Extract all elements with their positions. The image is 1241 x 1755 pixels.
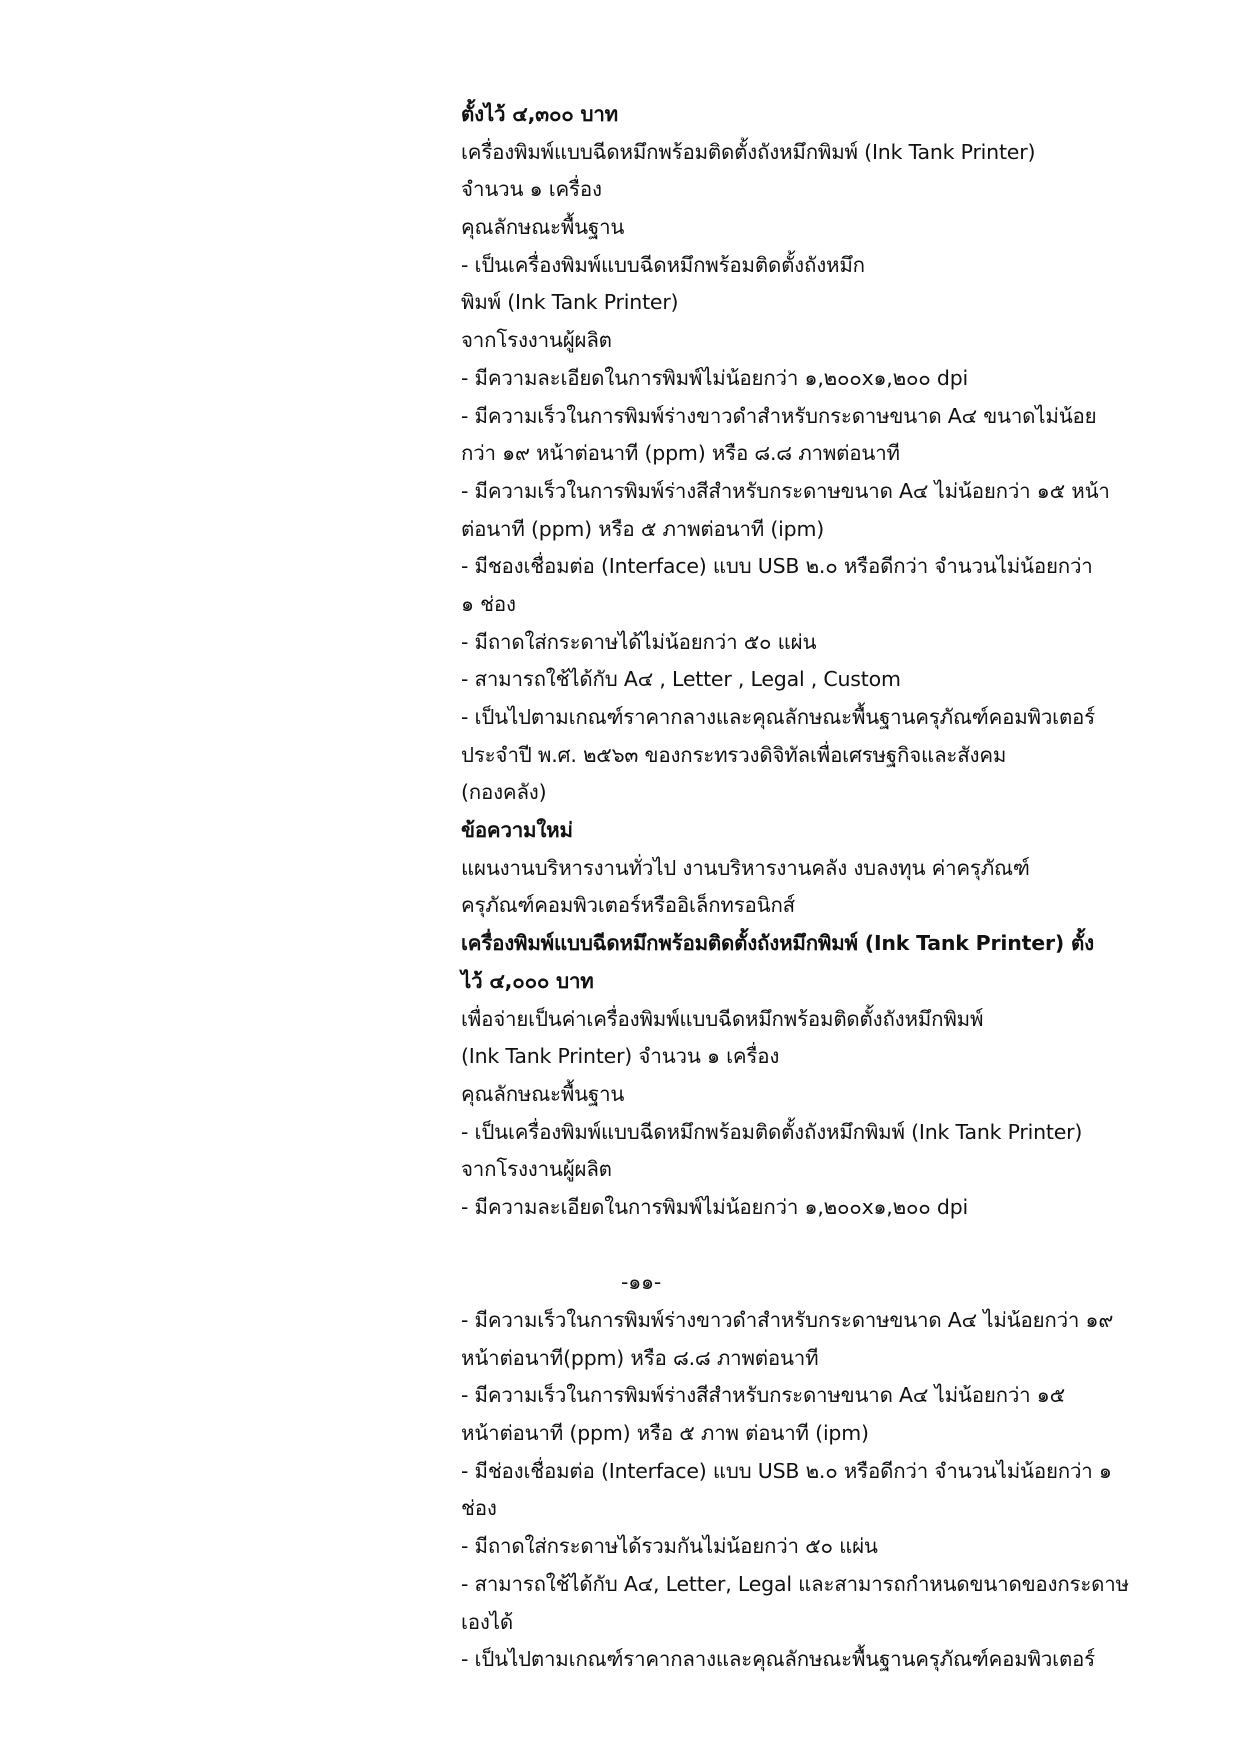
text-line: - มีชองเชื่อมต่อ (Interface) แบบ USB ๒.๐ หรือดีกว่า จำนวนไม่น้อยกว่า bbox=[461, 554, 1093, 579]
text-line: (กองคลัง) bbox=[461, 780, 547, 805]
text-line: คุณลักษณะพื้นฐาน bbox=[461, 215, 625, 240]
text-line: เองได้ bbox=[461, 1609, 513, 1634]
text-line: - เป็นเครื่องพิมพ์แบบฉีดหมึกพร้อมติดตั้งถังหมึก bbox=[461, 252, 865, 277]
text-line: จากโรงงานผู้ผลิต bbox=[461, 328, 612, 353]
text-line: - สามารถใช้ได้กับ A๔, Letter, Legal และสามารถกำหนดขนาดของกระดาษ bbox=[461, 1571, 1129, 1596]
text-line: ต่อนาที (ppm) หรือ ๕ ภาพต่อนาที (ipm) bbox=[461, 516, 825, 541]
text-line: - มีความเร็วในการพิมพ์ร่างสีสำหรับกระดาษขนาด A๔ ไม่น้อยกว่า ๑๕ หน้า bbox=[461, 478, 1110, 503]
text-line: - มีความเร็วในการพิมพ์ร่างขาวดำสำหรับกระดาษขนาด A๔ ขนาดไม่น้อย bbox=[461, 403, 1097, 428]
text-line: ช่อง bbox=[461, 1496, 497, 1521]
text-line: เพื่อจ่ายเป็นค่าเครื่องพิมพ์แบบฉีดหมึกพร้อมติดตั้งถังหมึกพิมพ์ bbox=[461, 1006, 984, 1031]
page-number: -๑๑- bbox=[621, 1270, 662, 1295]
text-line: จำนวน ๑ เครื่อง bbox=[461, 177, 602, 202]
blank-gap bbox=[461, 1227, 1151, 1265]
heading-line: ตั้งไว้ ๔,๓๐๐ บาท bbox=[461, 102, 618, 126]
text-line: - เป็นไปตามเกณฑ์ราคากลางและคุณลักษณะพื้นฐานครุภัณฑ์คอมพิวเตอร์ bbox=[461, 1647, 1095, 1672]
heading-line: ไว้ ๔,๐๐๐ บาท bbox=[461, 968, 594, 993]
text-line: - เป็นไปตามเกณฑ์ราคากลางและคุณลักษณะพื้นฐานครุภัณฑ์คอมพิวเตอร์ bbox=[461, 705, 1095, 729]
text-line: พิมพ์ (Ink Tank Printer) bbox=[461, 290, 679, 315]
text-line: กว่า ๑๙ หน้าต่อนาที (ppm) หรือ ๘.๘ ภาพต่อนาที bbox=[461, 441, 900, 466]
text-line: ประจำปี พ.ศ. ๒๕๖๓ ของกระทรวงดิจิทัลเพื่อเศรษฐกิจและสังคม bbox=[461, 742, 1007, 767]
text-line: - มีช่องเชื่อมต่อ (Interface) แบบ USB ๒.๐ หรือดีกว่า จำนวนไม่น้อยกว่า ๑ bbox=[461, 1458, 1112, 1483]
text-line: - มีถาดใส่กระดาษได้รวมกันไม่น้อยกว่า ๕๐ แผ่น bbox=[461, 1534, 878, 1559]
document-body bbox=[461, 96, 1151, 1679]
text-line: - มีความเร็วในการพิมพ์ร่างสีสำหรับกระดาษขนาด A๔ ไม่น้อยกว่า ๑๕ bbox=[461, 1383, 1065, 1408]
text-line: คุณลักษณะพื้นฐาน bbox=[461, 1081, 625, 1106]
text-line: แผนงานบริหารงานทั่วไป งานบริหารงานคลัง งบลงทุน ค่าครุภัณฑ์ bbox=[461, 855, 1030, 880]
text-line: - มีความละเอียดในการพิมพ์ไม่น้อยกว่า ๑,๒๐๐x๑,๒๐๐ dpi bbox=[461, 365, 969, 390]
text-line: (Ink Tank Printer) จำนวน ๑ เครื่อง bbox=[461, 1044, 780, 1069]
text-line: หน้าต่อนาที(ppm) หรือ ๘.๘ ภาพต่อนาที bbox=[461, 1345, 819, 1370]
text-line: - มีความละเอียดในการพิมพ์ไม่น้อยกว่า ๑,๒๐๐x๑,๒๐๐ dpi bbox=[461, 1194, 969, 1219]
text-line: - มีความเร็วในการพิมพ์ร่างขาวดำสำหรับกระดาษขนาด A๔ ไม่น้อยกว่า ๑๙ bbox=[461, 1308, 1114, 1332]
text-line: ครุภัณฑ์คอมพิวเตอร์หรืออิเล็กทรอนิกส์ bbox=[461, 893, 795, 918]
text-line: ๑ ช่อง bbox=[461, 591, 516, 616]
heading-line: เครื่องพิมพ์แบบฉีดหมึกพร้อมติดตั้งถังหมึกพิมพ์ (Ink Tank Printer) ตั้ง bbox=[461, 931, 1094, 956]
text-line: เครื่องพิมพ์แบบฉีดหมึกพร้อมติดตั้งถังหมึกพิมพ์ (Ink Tank Printer) bbox=[461, 139, 1036, 164]
text-line: - เป็นเครื่องพิมพ์แบบฉีดหมึกพร้อมติดตั้งถังหมึกพิมพ์ (Ink Tank Printer) bbox=[461, 1119, 1083, 1144]
text-line: - สามารถใช้ได้กับ A๔ , Letter , Legal , Custom bbox=[461, 667, 901, 692]
text-line: จากโรงงานผู้ผลิต bbox=[461, 1157, 612, 1182]
heading-line: ข้อความใหม่ bbox=[461, 818, 573, 843]
text-line: หน้าต่อนาที (ppm) หรือ ๕ ภาพ ต่อนาที (ipm) bbox=[461, 1421, 869, 1446]
text-line: - มีถาดใส่กระดาษได้ไม่น้อยกว่า ๕๐ แผ่น bbox=[461, 629, 817, 654]
